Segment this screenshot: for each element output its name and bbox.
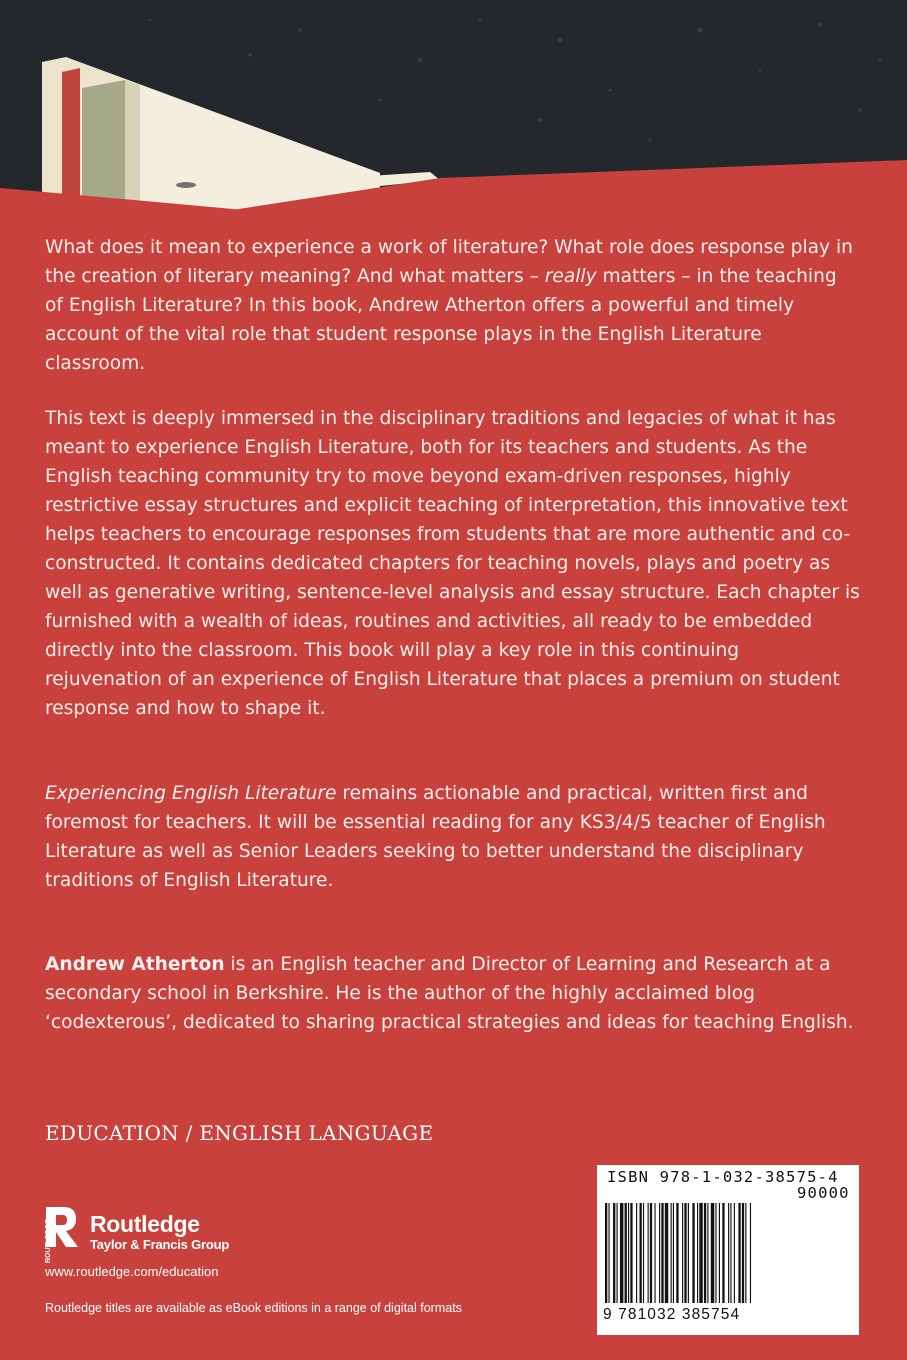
author-name: Andrew Atherton (45, 954, 225, 975)
blurb-paragraph-3 (45, 779, 860, 895)
blurb-paragraph-1 (45, 233, 860, 378)
routledge-logo-icon (40, 1203, 82, 1265)
blurb-p3-text: remains actionable and practical, written first and foremost for teachers. It will be essential reading for any KS3/4/5 teacher of English Literature as well as Senior Leaders seeking to better understand the disciplinary traditions of English Literature. (45, 783, 826, 891)
blurb-p1-emphasis: really (544, 266, 597, 287)
publisher-group: Taylor & Francis Group (90, 1237, 230, 1252)
author-bio-text: is an English teacher and Director of Learning and Research at a secondary school in Berkshire. He is the author of the highly acclaimed blog ‘codexterous’, dedicated to sharing practical strategies and ideas for teaching English. (45, 954, 854, 1033)
barcode-bars (605, 1203, 851, 1303)
publisher-text (90, 1203, 229, 1252)
blurb-paragraph-2: This text is deeply immersed in the disciplinary traditions and legacies of what it has meant to experience English Literature, both for its teachers and students. As the English teaching community try to move beyond exam-driven responses, highly restrictive essay structures and explicit teaching of interpretation, this innovative text helps teachers to encourage responses from students that are more authentic and co-constructed. It contains dedicated chapters for teaching novels, plays and poetry as well as generative writing, sentence-level analysis and essay structure. Each chapter is furnished with a wealth of ideas, routines and activities, all ready to be embedded directly into the classroom. This book will play a key role in this continuing rejuvenation of an experience of English Literature that places a premium on student response and how to shape it. (45, 408, 860, 719)
price-code: 90000 (797, 1184, 850, 1202)
publisher-url[interactable]: www.routledge.com/education (45, 1264, 219, 1279)
ebook-note: Routledge titles are available as eBook editions in a range of digital formats (45, 1301, 462, 1315)
cover-illustration (0, 0, 907, 215)
barcode-panel (597, 1165, 859, 1335)
publisher-name: Routledge (90, 1211, 200, 1237)
author-bio (45, 950, 860, 1037)
barcode-digits: 9 781032 385754 (603, 1306, 741, 1323)
isbn-label: ISBN 978-1-032-38575-4 (607, 1168, 839, 1186)
publisher-block (40, 1203, 229, 1265)
logo-vertical-text: ROUTLEDGE (45, 1219, 52, 1263)
blurb-p1-text-a: What does it mean to experience a work of literature? What role does response play in the creation of literary meaning? And what matters – (45, 237, 853, 287)
book-title-reference: Experiencing English Literature (45, 783, 337, 804)
subject-category: EDUCATION / ENGLISH LANGUAGE (45, 1121, 434, 1145)
blurb-p1-text-b: matters – in the teaching of English Literature? In this book, Andrew Atherton offers a powerful and timely account of the vital role that student response plays in the English Literature classroom. (45, 266, 837, 374)
